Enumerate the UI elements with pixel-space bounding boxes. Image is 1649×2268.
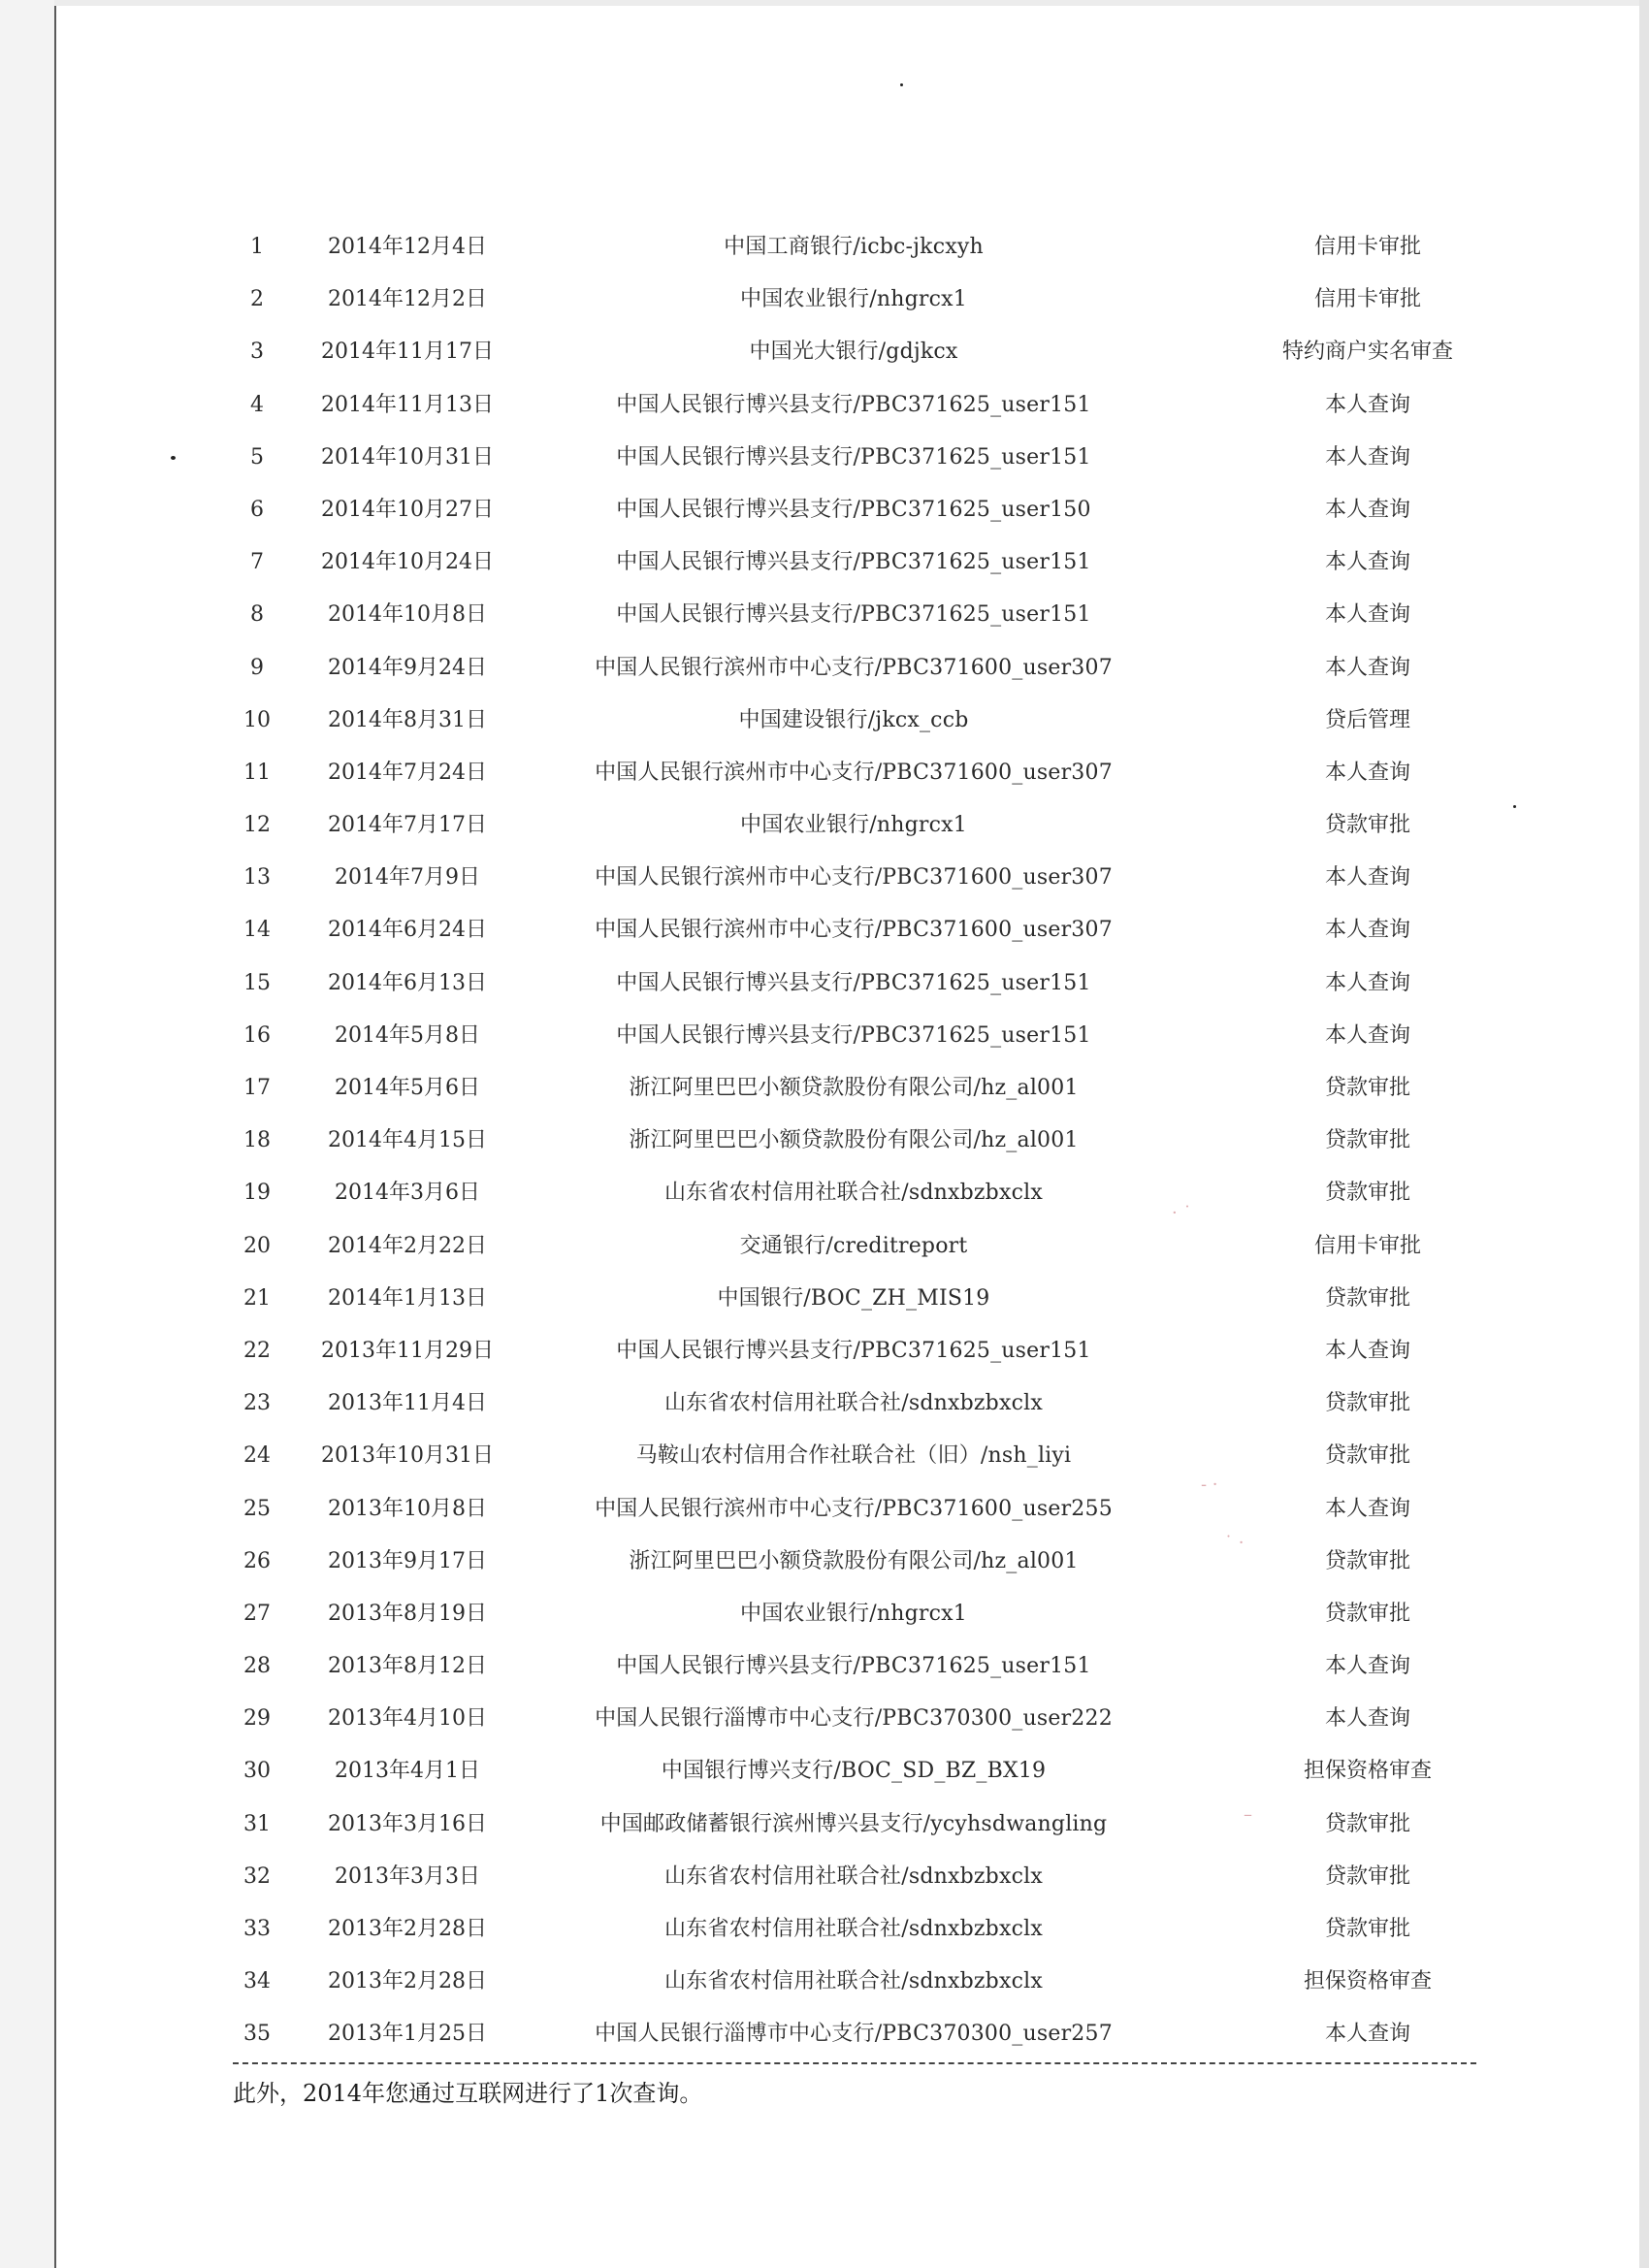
record-number: 14 (243, 918, 271, 943)
query-institution: 中国人民银行滨州市中心支行/PBC371600_user307 (595, 865, 1113, 891)
table-row (233, 326, 1484, 378)
record-number: 3 (250, 340, 264, 365)
query-date: 2013年10月31日 (321, 1443, 494, 1469)
table-row (233, 432, 1484, 484)
query-institution: 中国人民银行滨州市中心支行/PBC371600_user307 (595, 918, 1113, 943)
table-row (233, 484, 1484, 536)
query-reason: 信用卡审批 (1313, 235, 1421, 259)
query-institution: 中国人民银行滨州市中心支行/PBC371600_user255 (595, 1496, 1113, 1521)
record-number: 12 (243, 813, 271, 838)
query-reason: 本人查询 (1324, 392, 1410, 417)
query-reason: 信用卡审批 (1313, 287, 1421, 312)
query-date: 2014年2月22日 (328, 1233, 487, 1258)
scan-speck (900, 83, 903, 86)
faint-stamp-mark: · ˙ (1172, 1203, 1192, 1223)
query-reason: 贷款审批 (1324, 1548, 1410, 1573)
table-row (233, 1798, 1484, 1851)
record-number: 34 (243, 1969, 271, 1994)
record-number: 21 (243, 1285, 271, 1311)
record-number: 32 (243, 1863, 271, 1889)
query-date: 2013年4月1日 (335, 1759, 480, 1784)
table-row (233, 1273, 1484, 1325)
query-date: 2014年7月9日 (335, 865, 480, 891)
query-institution: 浙江阿里巴巴小额贷款股份有限公司/hz_al001 (629, 1076, 1079, 1100)
internet-query-note: 此外，2014年您通过互联网进行了1次查询。 (233, 2080, 703, 2107)
table-row (233, 1956, 1484, 2008)
query-reason: 贷款审批 (1324, 1076, 1410, 1100)
record-number: 24 (243, 1443, 271, 1469)
record-number: 28 (243, 1654, 271, 1679)
query-date: 2014年4月15日 (328, 1128, 487, 1153)
record-number: 5 (250, 444, 264, 470)
table-row (233, 1693, 1484, 1745)
query-institution: 中国人民银行博兴县支行/PBC371625_user151 (616, 970, 1091, 995)
table-row (233, 536, 1484, 589)
query-reason: 本人查询 (1324, 918, 1410, 943)
query-institution: 中国人民银行淄博市中心支行/PBC370300_user222 (595, 1706, 1113, 1732)
query-reason: 本人查询 (1324, 497, 1410, 522)
record-number: 25 (243, 1496, 271, 1521)
query-date: 2013年8月12日 (328, 1654, 487, 1679)
query-reason: 贷款审批 (1324, 813, 1410, 838)
query-date: 2013年11月4日 (328, 1391, 487, 1416)
query-reason: 本人查询 (1324, 602, 1410, 628)
query-reason: 贷款审批 (1324, 1391, 1410, 1416)
query-reason: 本人查询 (1324, 550, 1410, 575)
table-row (233, 747, 1484, 799)
record-number: 15 (243, 970, 271, 995)
query-records-table (233, 221, 1484, 2061)
query-institution: 浙江阿里巴巴小额贷款股份有限公司/hz_al001 (629, 1548, 1079, 1573)
dashed-divider (233, 2062, 1476, 2064)
table-row (233, 1745, 1484, 1798)
record-number: 18 (243, 1128, 271, 1153)
query-reason: 信用卡审批 (1313, 1233, 1421, 1258)
table-row (233, 852, 1484, 904)
query-reason: 贷款审批 (1324, 1917, 1410, 1941)
table-row (233, 642, 1484, 695)
record-number: 8 (250, 602, 264, 628)
query-institution: 中国人民银行滨州市中心支行/PBC371600_user307 (595, 655, 1113, 680)
query-date: 2013年3月3日 (335, 1863, 480, 1889)
query-institution: 中国人民银行博兴县支行/PBC371625_user150 (616, 497, 1091, 522)
record-number: 9 (250, 655, 264, 680)
query-date: 2014年1月13日 (328, 1285, 487, 1311)
record-number: 10 (243, 707, 271, 732)
query-institution: 中国人民银行滨州市中心支行/PBC371600_user307 (595, 760, 1113, 785)
query-date: 2014年6月13日 (328, 970, 487, 995)
record-number: 19 (243, 1181, 271, 1206)
query-date: 2014年12月4日 (328, 235, 487, 259)
query-date: 2013年8月19日 (328, 1601, 487, 1626)
query-institution: 中国人民银行博兴县支行/PBC371625_user151 (616, 1022, 1091, 1048)
query-reason: 特约商户实名审查 (1281, 340, 1453, 365)
query-institution: 中国人民银行博兴县支行/PBC371625_user151 (616, 550, 1091, 575)
query-reason: 贷款审批 (1324, 1181, 1410, 1206)
query-reason: 贷款审批 (1324, 1285, 1410, 1311)
query-date: 2013年2月28日 (328, 1969, 487, 1994)
table-row (233, 1325, 1484, 1377)
query-date: 2014年6月24日 (328, 918, 487, 943)
query-reason: 担保资格审查 (1303, 1759, 1432, 1784)
query-date: 2014年10月24日 (321, 550, 494, 575)
query-reason: 贷款审批 (1324, 1601, 1410, 1626)
query-reason: 本人查询 (1324, 444, 1410, 470)
query-institution: 中国人民银行博兴县支行/PBC371625_user151 (616, 1654, 1091, 1679)
table-row (233, 221, 1484, 274)
table-row (233, 904, 1484, 956)
query-institution: 中国人民银行博兴县支行/PBC371625_user151 (616, 392, 1091, 417)
table-row (233, 1851, 1484, 1903)
table-row (233, 2008, 1484, 2060)
scan-right-edge (1639, 0, 1649, 2268)
table-row (233, 1167, 1484, 1219)
table-row (233, 1588, 1484, 1640)
record-number: 33 (243, 1917, 271, 1941)
table-row (233, 799, 1484, 852)
table-row (233, 1483, 1484, 1536)
record-number: 7 (250, 550, 264, 575)
record-number: 31 (243, 1811, 271, 1836)
query-reason: 本人查询 (1324, 865, 1410, 891)
table-row (233, 1377, 1484, 1430)
query-institution: 中国人民银行博兴县支行/PBC371625_user151 (616, 1338, 1091, 1363)
record-number: 27 (243, 1601, 271, 1626)
query-institution: 山东省农村信用社联合社/sdnxbzbxclx (664, 1181, 1043, 1206)
query-institution: 中国人民银行博兴县支行/PBC371625_user151 (616, 444, 1091, 470)
table-row (233, 379, 1484, 432)
scan-top-edge (54, 0, 1649, 6)
query-reason: 本人查询 (1324, 1496, 1410, 1521)
query-reason: 本人查询 (1324, 1022, 1410, 1048)
query-institution: 山东省农村信用社联合社/sdnxbzbxclx (664, 1391, 1043, 1416)
query-institution: 中国农业银行/nhgrcx1 (740, 287, 967, 312)
query-date: 2014年3月6日 (335, 1181, 480, 1206)
query-reason: 本人查询 (1324, 655, 1410, 680)
query-reason: 本人查询 (1324, 2022, 1410, 2047)
query-date: 2013年11月29日 (321, 1338, 494, 1363)
table-row (233, 1010, 1484, 1062)
query-date: 2014年5月8日 (335, 1022, 480, 1048)
query-date: 2014年10月8日 (328, 602, 487, 628)
record-number: 26 (243, 1548, 271, 1573)
query-institution: 山东省农村信用社联合社/sdnxbzbxclx (664, 1863, 1043, 1889)
record-number: 17 (243, 1076, 271, 1100)
query-institution: 中国农业银行/nhgrcx1 (740, 1601, 967, 1626)
record-number: 2 (250, 287, 264, 312)
query-reason: 贷款审批 (1324, 1863, 1410, 1889)
query-reason: 贷款审批 (1324, 1128, 1410, 1153)
query-institution: 马鞍山农村信用合作社联合社（旧）/nsh_liyi (635, 1443, 1072, 1469)
query-reason: 本人查询 (1324, 1706, 1410, 1732)
query-reason: 本人查询 (1324, 1338, 1410, 1363)
table-row (233, 1115, 1484, 1167)
record-number: 20 (243, 1233, 271, 1258)
query-reason: 贷款审批 (1324, 1811, 1410, 1836)
query-date: 2014年5月6日 (335, 1076, 480, 1100)
table-row (233, 589, 1484, 641)
record-number: 6 (250, 497, 264, 522)
query-date: 2013年4月10日 (328, 1706, 487, 1732)
faint-stamp-mark: ˙ · (1224, 1533, 1245, 1553)
table-row (233, 1220, 1484, 1273)
query-institution: 浙江阿里巴巴小额贷款股份有限公司/hz_al001 (629, 1128, 1079, 1153)
query-date: 2014年7月17日 (328, 813, 487, 838)
query-date: 2014年7月24日 (328, 760, 487, 785)
query-institution: 中国邮政储蓄银行滨州博兴县支行/ycyhsdwangling (599, 1811, 1108, 1836)
query-reason: 贷款审批 (1324, 1443, 1410, 1469)
query-reason: 贷后管理 (1324, 707, 1410, 732)
record-number: 29 (243, 1706, 271, 1732)
record-number: 35 (243, 2022, 271, 2047)
query-date: 2014年10月27日 (321, 497, 494, 522)
query-institution: 山东省农村信用社联合社/sdnxbzbxclx (664, 1917, 1043, 1941)
query-date: 2013年9月17日 (328, 1548, 487, 1573)
query-institution: 中国光大银行/gdjkcx (749, 340, 958, 365)
query-date: 2014年10月31日 (321, 444, 494, 470)
table-row (233, 1903, 1484, 1956)
query-reason: 本人查询 (1324, 1654, 1410, 1679)
query-institution: 交通银行/creditreport (739, 1233, 968, 1258)
record-number: 22 (243, 1338, 271, 1363)
query-institution: 中国银行/BOC_ZH_MIS19 (717, 1285, 990, 1311)
query-date: 2014年11月17日 (321, 340, 494, 365)
scan-speck (171, 456, 176, 460)
query-reason: 本人查询 (1324, 760, 1410, 785)
scan-speck (1513, 805, 1516, 808)
record-number: 13 (243, 865, 271, 891)
query-date: 2013年2月28日 (328, 1917, 487, 1941)
query-institution: 山东省农村信用社联合社/sdnxbzbxclx (664, 1969, 1043, 1994)
query-reason: 担保资格审查 (1303, 1969, 1432, 1994)
query-date: 2013年10月8日 (328, 1496, 487, 1521)
query-date: 2013年3月16日 (328, 1811, 487, 1836)
record-number: 16 (243, 1022, 271, 1048)
table-row (233, 1062, 1484, 1115)
record-number: 4 (250, 392, 264, 417)
table-row (233, 695, 1484, 747)
query-date: 2014年12月2日 (328, 287, 487, 312)
query-institution: 中国农业银行/nhgrcx1 (740, 813, 967, 838)
faint-stamp-mark: - · (1201, 1474, 1218, 1495)
table-row (233, 274, 1484, 326)
query-institution: 中国人民银行淄博市中心支行/PBC370300_user257 (595, 2022, 1113, 2047)
faint-stamp-mark: – (1244, 1804, 1252, 1825)
table-row (233, 1430, 1484, 1482)
query-date: 2014年11月13日 (321, 392, 494, 417)
table-row (233, 957, 1484, 1010)
scan-left-edge (0, 0, 56, 2268)
record-number: 11 (243, 760, 271, 785)
record-number: 1 (250, 235, 264, 259)
query-date: 2014年8月31日 (328, 707, 487, 732)
query-date: 2014年9月24日 (328, 655, 487, 680)
record-number: 30 (243, 1759, 271, 1784)
query-reason: 本人查询 (1324, 970, 1410, 995)
record-number: 23 (243, 1391, 271, 1416)
query-institution: 中国工商银行/icbc-jkcxyh (724, 235, 984, 259)
query-date: 2013年1月25日 (328, 2022, 487, 2047)
table-row (233, 1536, 1484, 1588)
query-institution: 中国建设银行/jkcx_ccb (738, 707, 969, 732)
query-institution: 中国银行博兴支行/BOC_SD_BZ_BX19 (661, 1759, 1047, 1784)
table-row (233, 1640, 1484, 1693)
query-institution: 中国人民银行博兴县支行/PBC371625_user151 (616, 602, 1091, 628)
